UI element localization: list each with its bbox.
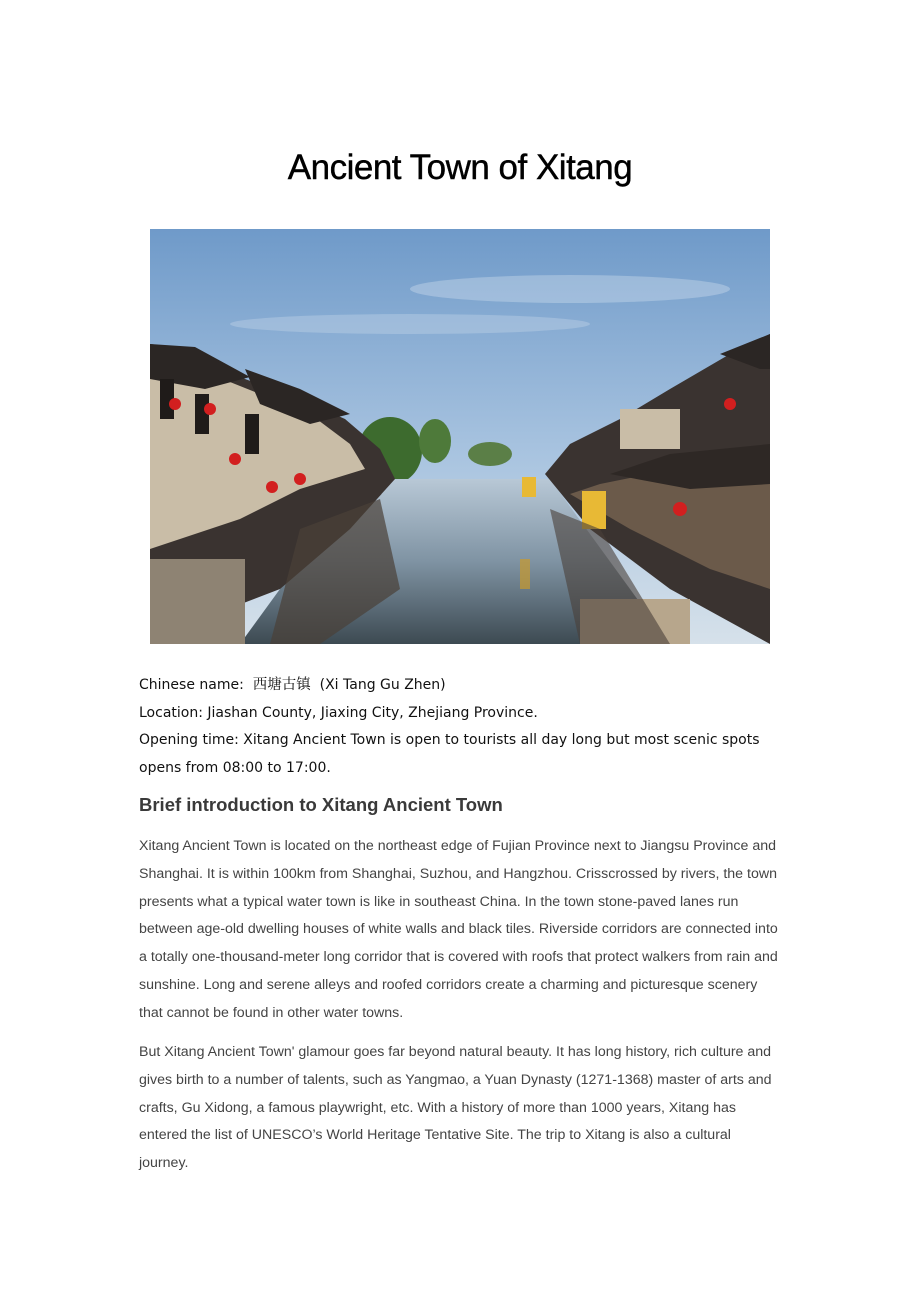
section-heading: Brief introduction to Xitang Ancient Town <box>139 794 503 815</box>
intro-paragraph-2: But Xitang Ancient Town' glamour goes far beyond natural beauty. It has long history, rich culture and gives birth to a number of talents, such as Yangmao, a Yuan Dynasty (1271-1368) master of arts and crafts, Gu Xidong, a famous playwright, etc. With a history of more than 1000 years, Xitang has entered the list of UNESCO’s World Heritage Tentative Site. The trip to Xitang is also a cultural journey. <box>139 1044 772 1172</box>
opening-time-line: Opening time: Xitang Ancient Town is open to tourists all day long but most scenic spots opens from 08:00 to 17:00. <box>139 732 760 776</box>
chinese-name-line <box>139 672 787 700</box>
photo-icon <box>150 229 770 644</box>
intro-paragraph-1: Xitang Ancient Town is located on the northeast edge of Fujian Province next to Jiangsu Province and Shanghai. It is within 100km from Shanghai, Suzhou, and Hangzhou. Crisscrossed by rivers, the town presents what a typical water town is like in southeast China. In the town stone-paved lanes run between age-old dwelling houses of white walls and black tiles. Riverside corridors are connected into a totally one-thousand-meter long corridor that is covered with roofs that protect walkers from rain and sunshine. Long and serene alleys and roofed corridors create a charming and picturesque scenery that cannot be found in other water towns. <box>139 838 778 1021</box>
town-info <box>139 672 787 782</box>
chinese-name-pinyin: (Xi Tang Gu Zhen) <box>319 677 446 693</box>
location-line: Location: Jiashan County, Jiaxing City, Zhejiang Province. <box>139 704 538 721</box>
xitang-canal-photo <box>150 229 770 644</box>
chinese-name-value: 西塘古镇 <box>252 677 311 693</box>
page-title: Ancient Town of Xitang <box>287 148 633 187</box>
chinese-name-label: Chinese name: <box>139 677 244 693</box>
